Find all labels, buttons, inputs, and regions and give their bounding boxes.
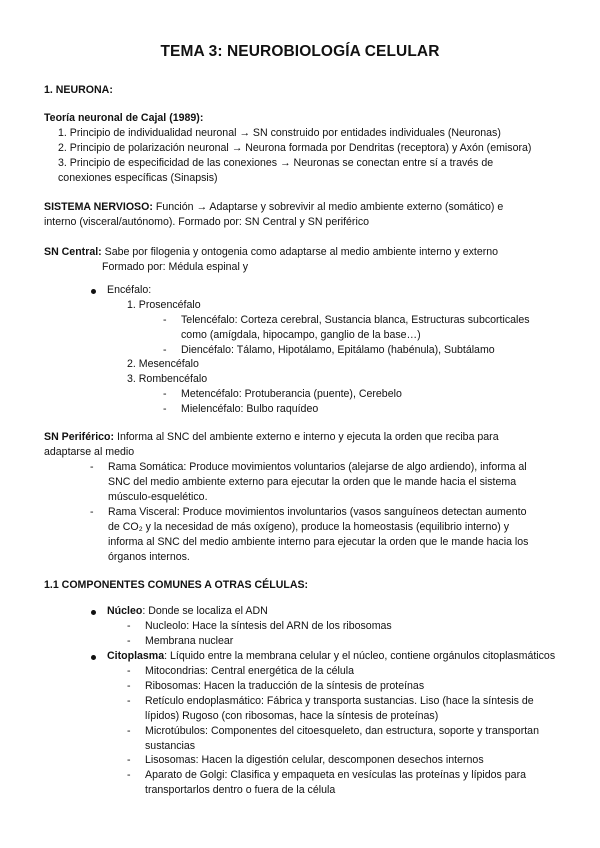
sn-periferico-text: Informa al SNC del ambiente externo e interno y ejecuta la orden que reciba para (114, 431, 499, 443)
nucleo-text: : Donde se localiza el ADN (142, 605, 268, 617)
telencefalo-line2: como (amígdala, hipocampo, ganglio de la base…) (181, 329, 421, 341)
microtubulos-line2: sustancias (145, 740, 196, 752)
reticulo-line1: Retículo endoplasmático: Fábrica y transporta sustancias. Liso (hace la síntesis de (145, 695, 534, 707)
dash-icon: - (127, 665, 131, 677)
page-title: TEMA 3: NEUROBIOLOGÍA CELULAR (160, 43, 440, 60)
cajal-item-1: 1. Principio de individualidad neuronal → SN construido por entidades individuales (Neuronas) (58, 127, 501, 139)
sistema-nervioso-line1 (44, 200, 503, 215)
prosencefalo-item: 1. Prosencéfalo (127, 299, 201, 311)
rama-visceral-line2: de CO₂ y la necesidad de más oxígeno), produce la homeostasis (equilibrio interno) y (108, 521, 510, 533)
citoplasma-text: : Líquido entre la membrana celular y el núcleo, contiene orgánulos citoplasmáticos (164, 650, 556, 662)
nucleolo-item: Nucleolo: Hace la síntesis del ARN de los ribosomas (145, 620, 392, 632)
cajal-heading: Teoría neuronal de Cajal (1989): (44, 112, 204, 124)
sn-periferico-line1 (44, 430, 499, 445)
dash-icon: - (163, 314, 167, 326)
golgi-line1: Aparato de Golgi: Clasifica y empaqueta en vesículas las proteínas y lípidos para (145, 769, 526, 781)
mitocondrias-item: Mitocondrias: Central energética de la célula (145, 665, 355, 677)
dash-icon: - (127, 725, 131, 737)
sn-central-label: SN Central: (44, 246, 102, 258)
microtubulos-line1: Microtúbulos: Componentes del citoesqueleto, dan estructura, soporte y transportan (145, 725, 539, 737)
dash-icon: - (163, 403, 167, 415)
dash-icon: - (127, 769, 131, 781)
bullet-icon (91, 655, 96, 660)
metencefalo-item: Metencéfalo: Protuberancia (puente), Cerebelo (181, 388, 402, 400)
sn-central-text: Sabe por filogenia y ontogenia como adaptarse al medio ambiente interno y externo (101, 246, 499, 258)
sistema-nervioso-line2: interno (visceral/autónomo). Formado por: SN Central y SN periférico (44, 216, 370, 228)
rama-somatica-line1: Rama Somática: Produce movimientos voluntarios (alejarse de algo ardiendo), informa al (108, 461, 527, 473)
reticulo-line2: lípidos) Rugoso (con ribosomas, hace la síntesis de proteínas) (145, 710, 439, 722)
citoplasma-label: Citoplasma (107, 650, 165, 662)
mielencefalo-item: Mielencéfalo: Bulbo raquídeo (181, 403, 319, 415)
dash-icon: - (127, 680, 131, 692)
mesencefalo-item: 2. Mesencéfalo (127, 358, 199, 370)
dash-icon: - (163, 388, 167, 400)
rombencefalo-item: 3. Rombencéfalo (127, 373, 208, 385)
sn-central-line1 (44, 245, 498, 260)
membrana-nuclear-item: Membrana nuclear (145, 635, 234, 647)
cajal-item-3-cont: conexiones específicas (Sinapsis) (58, 172, 218, 184)
section-neurona-heading: 1. NEURONA: (44, 84, 113, 96)
nucleo-item (107, 604, 268, 619)
sn-periferico-label: SN Periférico: (44, 431, 115, 443)
encefalo-item: Encéfalo: (107, 284, 152, 296)
nucleo-label: Núcleo (107, 605, 143, 617)
dash-icon: - (127, 695, 131, 707)
bullet-icon (91, 289, 96, 294)
citoplasma-item (107, 649, 555, 664)
dash-icon: - (163, 344, 167, 356)
rama-somatica-line3: músculo-esquelético. (108, 491, 208, 503)
sistema-nervioso-text: Función → Adaptarse y sobrevivir al medio ambiente externo (somático) e (152, 201, 504, 213)
dash-icon: - (127, 620, 131, 632)
cajal-item-3: 3. Principio de especificidad de las conexiones → Neuronas se conectan entre sí a través de (58, 157, 494, 169)
telencefalo-line1: Telencéfalo: Corteza cerebral, Sustancia blanca, Estructuras subcorticales (181, 314, 530, 326)
diencefalo-item: Diencéfalo: Tálamo, Hipotálamo, Epitálamo (habénula), Subtálamo (181, 344, 495, 356)
rama-somatica-line2: SNC del medio ambiente externo para ejecutar la orden que le mande hacia el sistema (108, 476, 517, 488)
dash-icon: - (90, 506, 94, 518)
rama-visceral-line4: órganos internos. (108, 551, 190, 563)
dash-icon: - (127, 754, 131, 766)
rama-visceral-line1: Rama Visceral: Produce movimientos involuntarios (vasos sanguíneos detectan aumento (108, 506, 527, 518)
lisosomas-item: Lisosomas: Hacen la digestión celular, descomponen desechos internos (145, 754, 484, 766)
dash-icon: - (127, 635, 131, 647)
bullet-icon (91, 610, 96, 615)
sn-central-line2: Formado por: Médula espinal y (102, 261, 249, 273)
dash-icon: - (90, 461, 94, 473)
section-componentes-heading: 1.1 COMPONENTES COMUNES A OTRAS CÉLULAS: (44, 579, 309, 591)
rama-visceral-line3: informa al SNC del medio ambiente interno para ejecutar la orden que le mande hacia los (108, 536, 529, 548)
sistema-nervioso-label: SISTEMA NERVIOSO: (44, 201, 153, 213)
ribosomas-item: Ribosomas: Hacen la traducción de la síntesis de proteínas (145, 680, 425, 692)
cajal-item-2: 2. Principio de polarización neuronal → Neurona formada por Dendritas (receptora) y Axón (emisora) (58, 142, 532, 154)
sn-periferico-line2: adaptarse al medio (44, 446, 135, 458)
golgi-line2: transportarlos dentro o fuera de la célula (145, 784, 336, 796)
